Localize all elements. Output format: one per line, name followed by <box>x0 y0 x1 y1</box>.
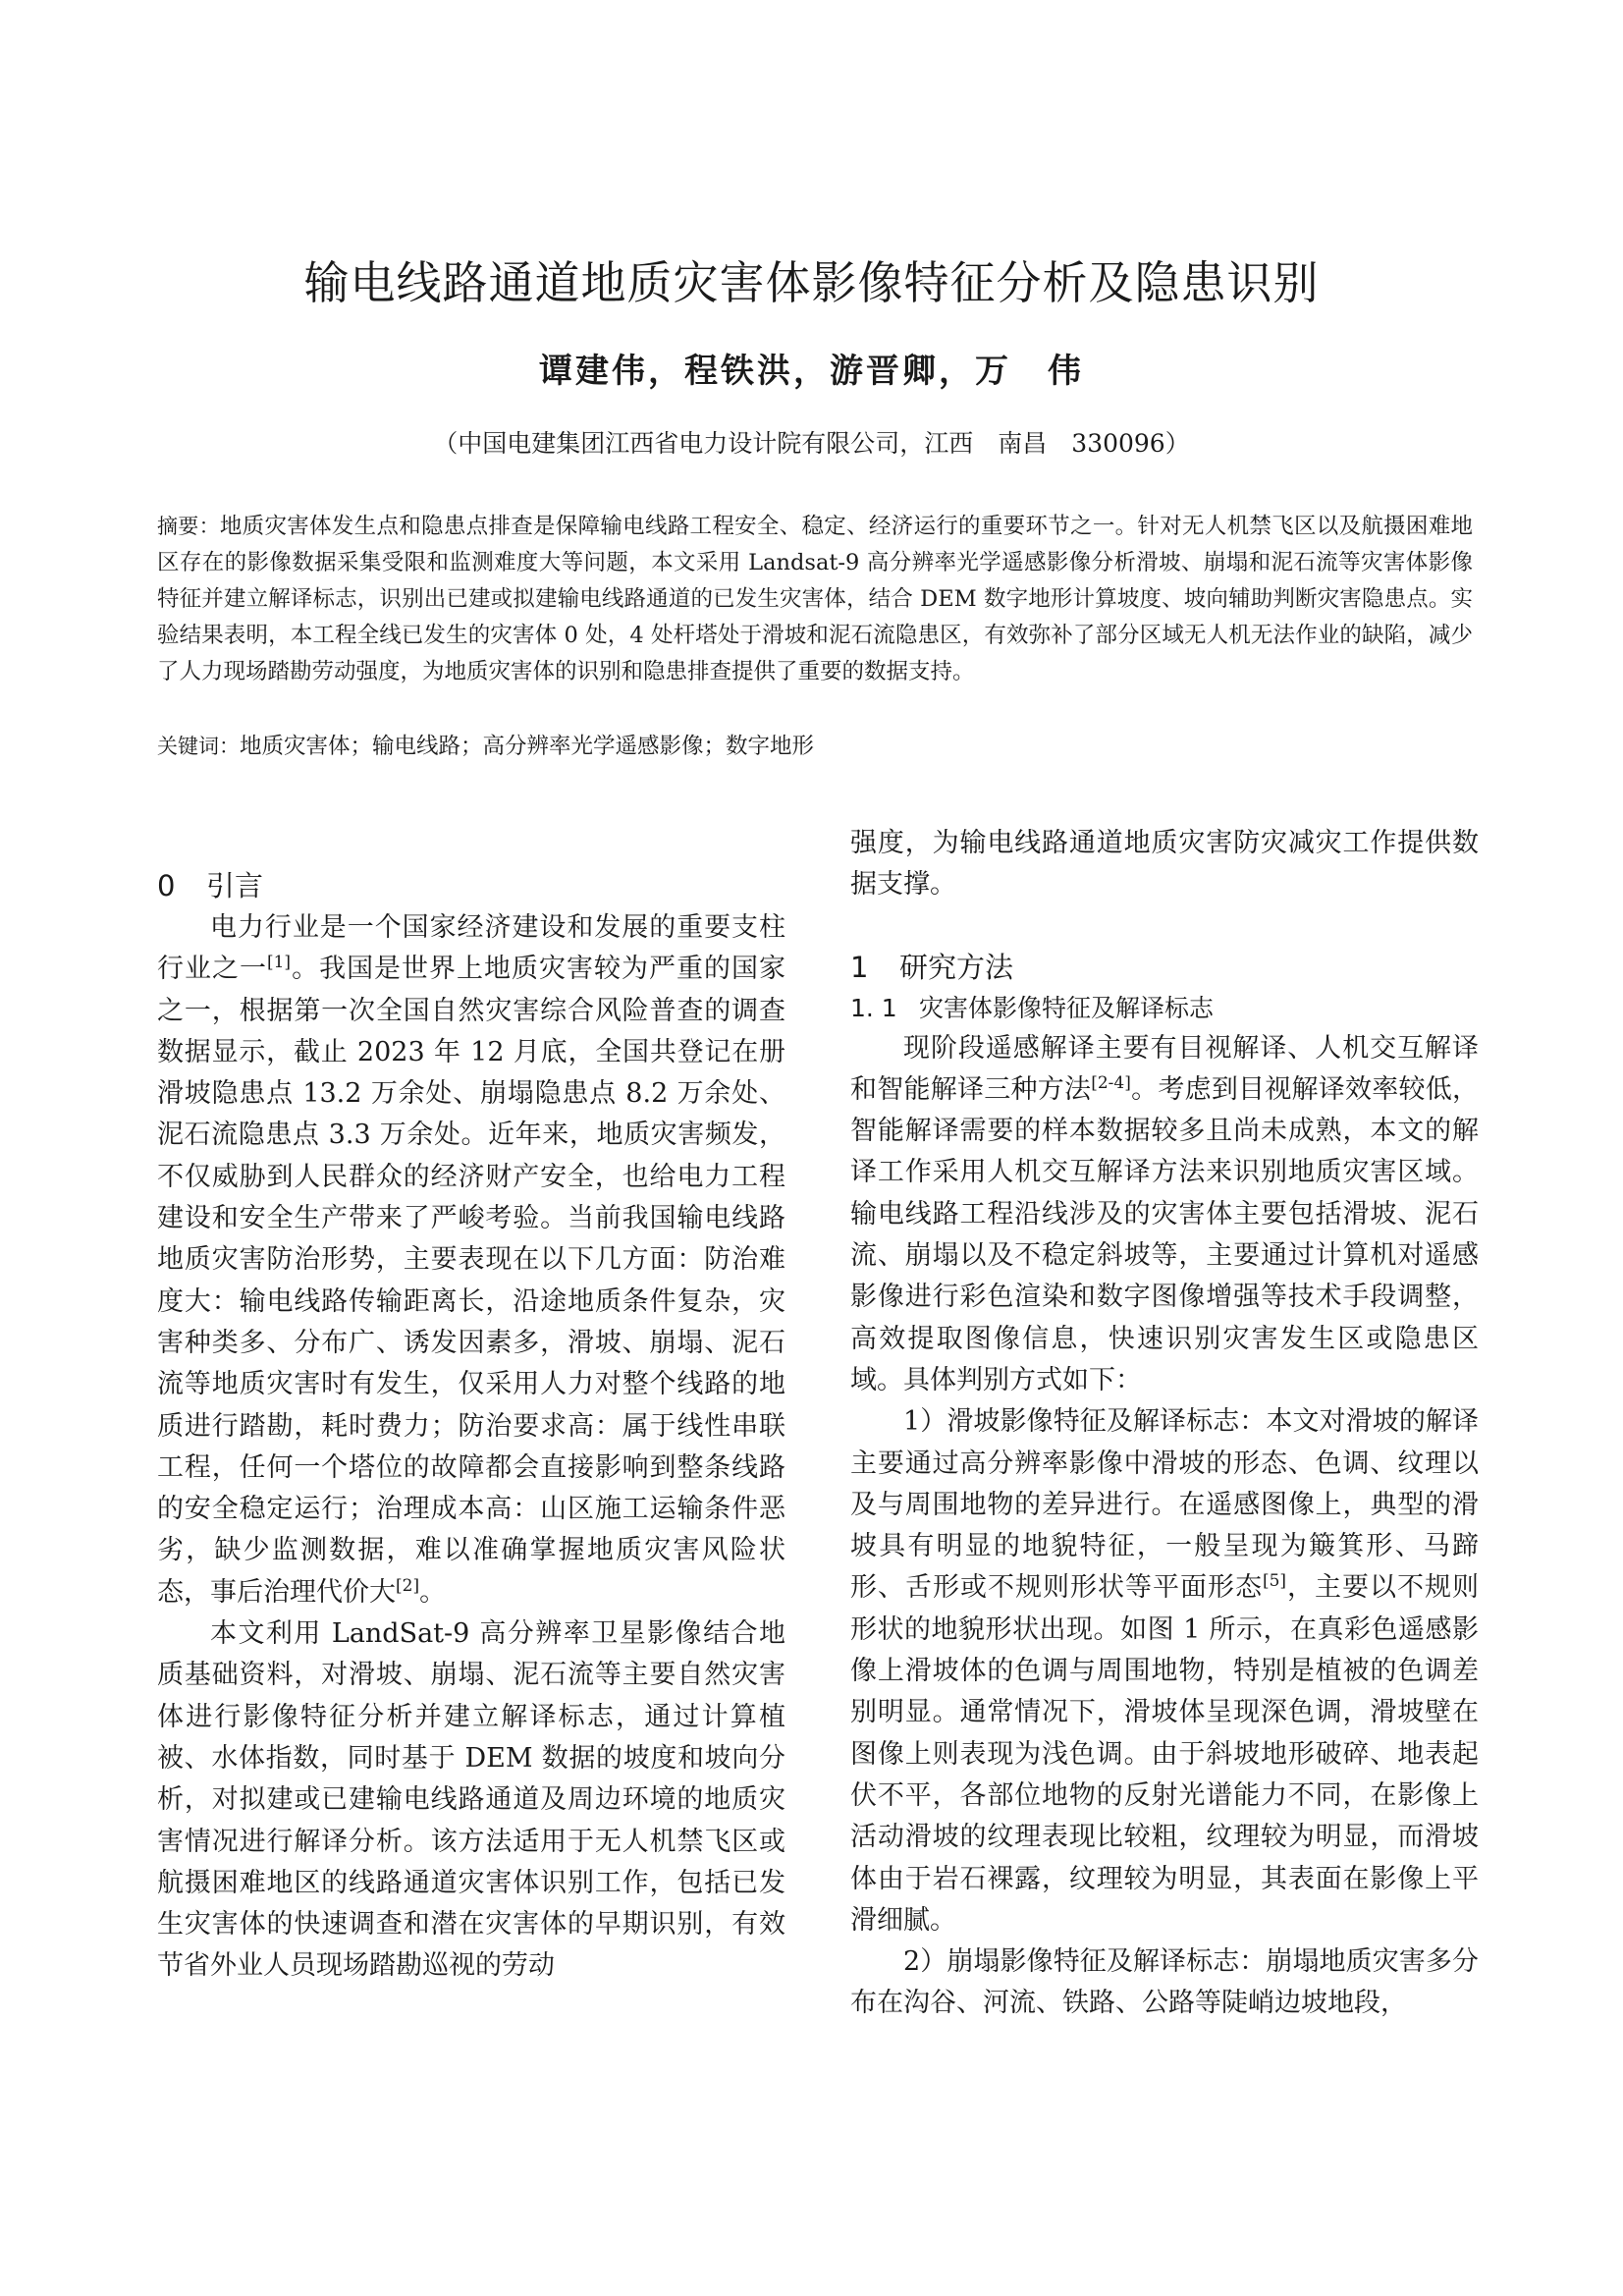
right-column <box>850 823 1479 2025</box>
text-run: 电力行业是一个国家经济建设和发展的重要支柱行业之一 <box>157 912 785 985</box>
paragraph-intro-2: 本文利用 LandSat-9 高分辨率卫星影像结合地质基础资料，对滑坡、崩塌、泥石流等主要自然灾害体进行影像特征分析并建立解译标志，通过计算植被、水体指数，同时基于 DEM 数据的坡度和坡向分析，对拟建或已建输电线路通道及周边环境的地质灾害情况进行解译分析。该方法适用于无人机禁飞区或航摄困难地区的线路通道灾害体识别工作，包括已发生灾害体的快速调查和潜在灾害体的早期识别，有效节省外业人员现场踏勘巡视的劳动 <box>157 1618 785 1982</box>
paragraph-continued: 强度，为输电线路通道地质灾害防灾减灾工作提供数据支撑。 <box>850 828 1479 901</box>
keywords <box>157 729 1473 765</box>
text-run: 。我国是世界上地质灾害较为严重的国家之一，根据第一次全国自然灾害综合风险普查的调查数据显示，截止 2023 年 12 月底，全国共登记在册滑坡隐患点 13.2 万余处、崩塌隐患点 8.2 万余处、泥石流隐患点 3.3 万余处。近年来，地质灾害频发，不仅威胁到人民群众的经济财产安全，也给电力工程建设和安全生产带来了严峻考验。当前我国输电线路地质灾害防治形势，主要表现在以下几方面：防治难度大：输电线路传输距离长，沿途地质条件复杂，灾害种类多、分布广、诱发因素多，滑坡、崩塌、泥石流等地质灾害时有发生，仅采用人力对整个线路的地质进行踏勘，耗时费力；防治要求高：属于线性串联工程，任何一个塔位的故障都会直接影响到整条线路的安全稳定运行；治理成本高：山区施工运输条件恶劣，缺少监测数据，难以准确掌握地质灾害风险状态，事后治理代价大 <box>157 954 786 1608</box>
abstract <box>157 509 1473 690</box>
section-number: 0 <box>157 869 176 902</box>
citation: [2-4] <box>1091 1072 1131 1093</box>
spacer <box>850 906 1479 946</box>
abstract-text: 地质灾害体发生点和隐患点排查是保障输电线路工程安全、稳定、经济运行的重要环节之一。针对无人机禁飞区以及航摄困难地区存在的影像数据采集受限和监测难度大等问题，本文采用 Landsat-9 高分辨率光学遥感影像分析滑坡、崩塌和泥石流等灾害体影像特征并建立解译标志，识别出已建或拟建输电线路通道的已发生灾害体，结合 DEM 数字地形计算坡度、坡向辅助判断灾害隐患点。实验结果表明，本工程全线已发生的灾害体 0 处，4 处杆塔处于滑坡和泥石流隐患区，有效弥补了部分区域无人机无法作业的缺陷，减少了人力现场踏勘劳动强度，为地质灾害体的识别和隐患排查提供了重要的数据支持。 <box>157 514 1473 684</box>
text-run: 现阶段遥感解译主要有目视解译、人机交互解译和智能解译三种方法 <box>850 1032 1479 1105</box>
citation: [5] <box>1262 1571 1287 1592</box>
paragraph-intro-1 <box>157 907 785 1613</box>
affiliation: （中国电建集团江西省电力设计院有限公司，江西 南昌 330096） <box>433 429 1190 458</box>
text-run: 1）滑坡影像特征及解译标志：本文对滑坡的解译主要通过高分辨率影像中滑坡的形态、色调、纹理以及与周围地物的差异进行。在遥感图像上，典型的滑坡具有明显的地貌特征，一般呈现为簸箕形、马蹄形、舌形或不规则形状等平面形态 <box>850 1406 1479 1604</box>
paper-title: 输电线路通道地质灾害体影像特征分析及隐患识别 <box>303 256 1320 309</box>
section-title: 研究方法 <box>899 950 1014 984</box>
section-title: 引言 <box>206 869 264 902</box>
citation: [2] <box>396 1575 420 1596</box>
section-number: 1 <box>850 950 869 984</box>
subsection-heading <box>850 989 1479 1028</box>
left-column <box>157 864 785 1988</box>
abstract-label: 摘要： <box>157 515 220 538</box>
subsection-number: 1. 1 <box>850 993 897 1022</box>
paragraph-collapse: 2）崩塌影像特征及解译标志：崩塌地质灾害多分布在沟谷、河流、铁路、公路等陡峭边坡地段， <box>850 1946 1479 2019</box>
text-run: 。 <box>419 1576 447 1608</box>
text-run: ，主要以不规则形状的地貌形状出现。如图 1 所示，在真彩色遥感影像上滑坡体的色调与周围地物，特别是植被的色调差别明显。通常情况下，滑坡体呈现深色调，滑坡壁在图像上则表现为浅色调。由于斜坡地形破碎、地表起伏不平，各部位地物的反射光谱能力不同，在影像上活动滑坡的纹理表现比较粗，纹理较为明显，而滑坡体由于岩石裸露，纹理较为明显，其表面在影像上平滑细腻。 <box>850 1572 1480 1936</box>
section-heading-methods <box>850 946 1479 989</box>
keywords-text: 地质灾害体；输电线路；高分辨率光学遥感影像；数字地形 <box>240 734 815 759</box>
paragraph-methods-1 <box>850 1028 1479 1402</box>
paragraph-landslide <box>850 1401 1479 1941</box>
text-run: 。考虑到目视解译效率较低，智能解译需要的样本数据较多且尚未成熟，本文的解译工作采用人机交互解译方法来识别地质灾害区域。输电线路工程沿线涉及的灾害体主要包括滑坡、泥石流、崩塌以及不稳定斜坡等，主要通过计算机对遥感影像进行彩色渲染和数字图像增强等技术手段调整，高效提取图像信息，快速识别灾害发生区或隐患区域。具体判别方式如下： <box>850 1073 1480 1395</box>
section-heading-introduction <box>157 864 785 907</box>
author-list: 谭建伟，程铁洪，游晋卿，万 伟 <box>539 352 1084 391</box>
keywords-label: 关键词： <box>157 735 240 758</box>
citation: [1] <box>266 953 292 973</box>
subsection-title: 灾害体影像特征及解译标志 <box>919 993 1215 1022</box>
